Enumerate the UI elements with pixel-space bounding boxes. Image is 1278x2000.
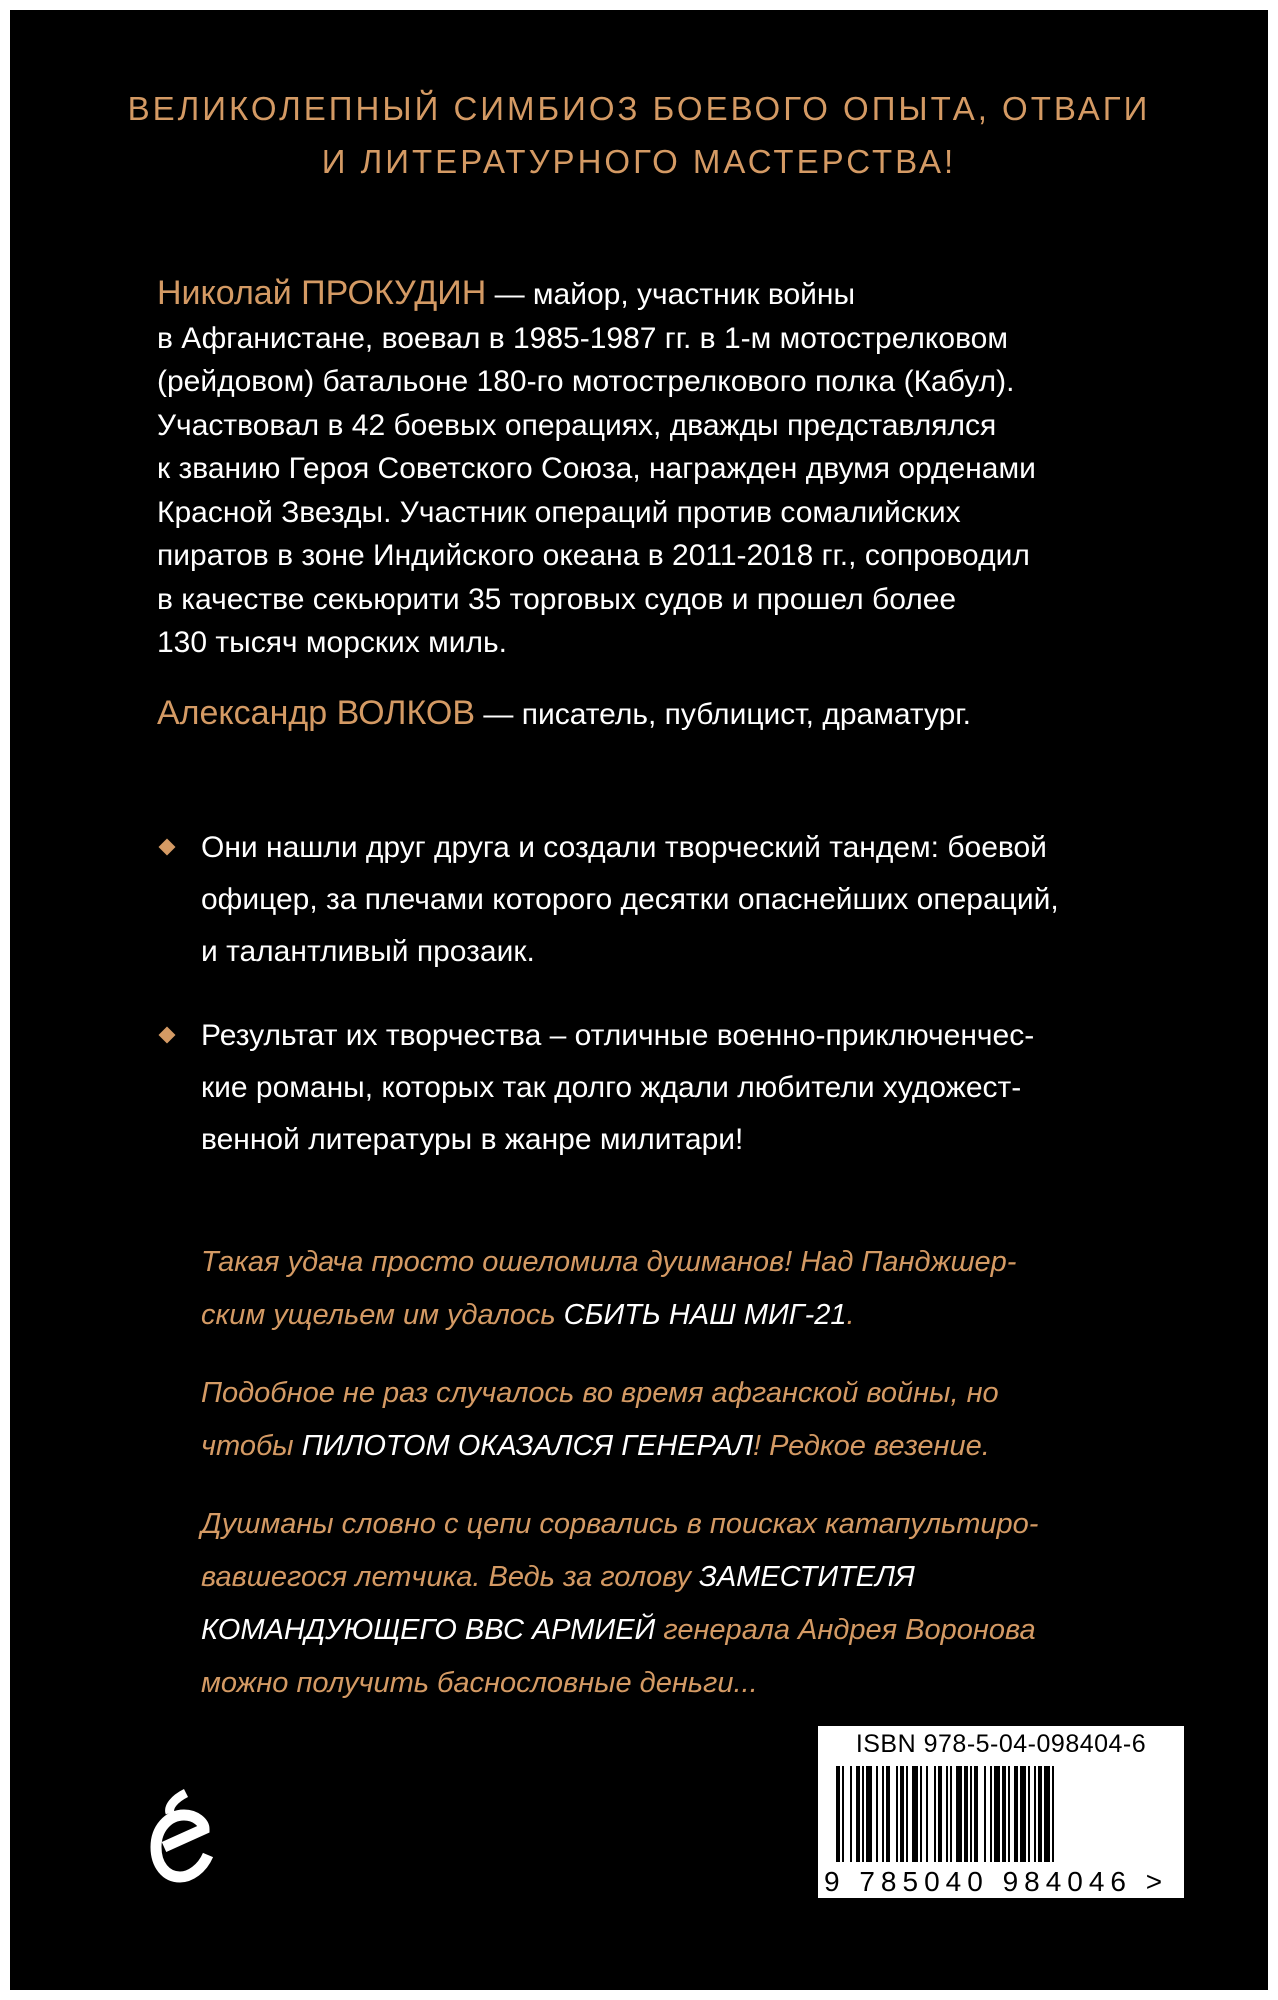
bio-line: к званию Героя Советского Союза, награжден двумя орденами — [157, 452, 1036, 485]
bio-line: в Афганистане, воевал в 1985-1987 гг. в 1-м мотострелковом — [157, 321, 1008, 355]
diamond-bullet-icon — [159, 839, 176, 856]
barcode-graphic — [836, 1766, 1176, 1862]
bio-line: 130 тысяч морских миль. — [157, 626, 507, 659]
tagline — [10, 82, 1268, 188]
isbn-barcode-block — [818, 1726, 1184, 1898]
author-name: Николай ПРОКУДИН — [157, 274, 487, 312]
isbn-digits: 9 785040 984046 > — [824, 1866, 1169, 1897]
bio-line: пиратов в зоне Индийского океана в 2011-2018 гг., сопроводил — [157, 539, 1030, 572]
diamond-bullet-icon — [159, 1027, 176, 1044]
bio-line: Николай ПРОКУДИН — майор, участник войны — [157, 274, 856, 312]
bio-line: Участвовал в 42 боевых операциях, дважды представлялся — [157, 408, 997, 442]
bio-line: в качестве секьюрити 35 торговых судов и прошел более — [157, 582, 957, 616]
author-bio-volkov — [157, 692, 1117, 737]
eksmo-logo-icon — [150, 1785, 220, 1885]
bullet-point: Результат их творчества – отличные военно-приключенчес- кие романы, которых так долго ждали любители художест- венной литературы в жанре милитари! — [201, 1010, 1161, 1166]
excerpt-paragraph: Душманы словно с цепи сорвались в поисках катапультиро- вавшегося летчика. Ведь за голову ЗАМЕСТИТЕЛЯ КОМАНДУЮЩЕГО ВВС АРМИЕЙ генерала Андрея Воронова можно получить баснословные деньги... — [201, 1508, 1039, 1699]
tagline-line-2: И ЛИТЕРАТУРНОГО МАСТЕРСТВА! — [321, 143, 957, 180]
bio-line: (рейдовом) батальоне 180-го мотострелкового полка (Кабул). — [157, 365, 1015, 398]
excerpt-paragraph: Подобное не раз случалось во время афганской войны, но чтобы ПИЛОТОМ ОКАЗАЛСЯ ГЕНЕРАЛ! Редкое везение. — [201, 1377, 999, 1462]
bio-line: Александр ВОЛКОВ — писатель, публицист, драматург. — [157, 694, 971, 732]
isbn-label: ISBN 978-5-04-098404-6 — [855, 1730, 1147, 1758]
bullet-point: Они нашли друг друга и создали творческий тандем: боевой офицер, за плечами которого десятки опаснейших операций, и талантливый прозаик. — [201, 822, 1161, 978]
author-name: Александр ВОЛКОВ — [157, 694, 476, 732]
excerpt-paragraph: Такая удача просто ошеломила душманов! Над Панджшер- ским ущельем им удалось СБИТЬ НАШ МИГ-21. — [201, 1246, 1017, 1331]
bio-line: Красной Звезды. Участник операций против сомалийских — [157, 495, 961, 529]
tagline-line-1: ВЕЛИКОЛЕПНЫЙ СИМБИОЗ БОЕВОГО ОПЫТА, ОТВАГИ — [127, 90, 1151, 127]
author-bio-prokudin — [157, 272, 1117, 665]
book-back-cover — [10, 10, 1268, 1990]
